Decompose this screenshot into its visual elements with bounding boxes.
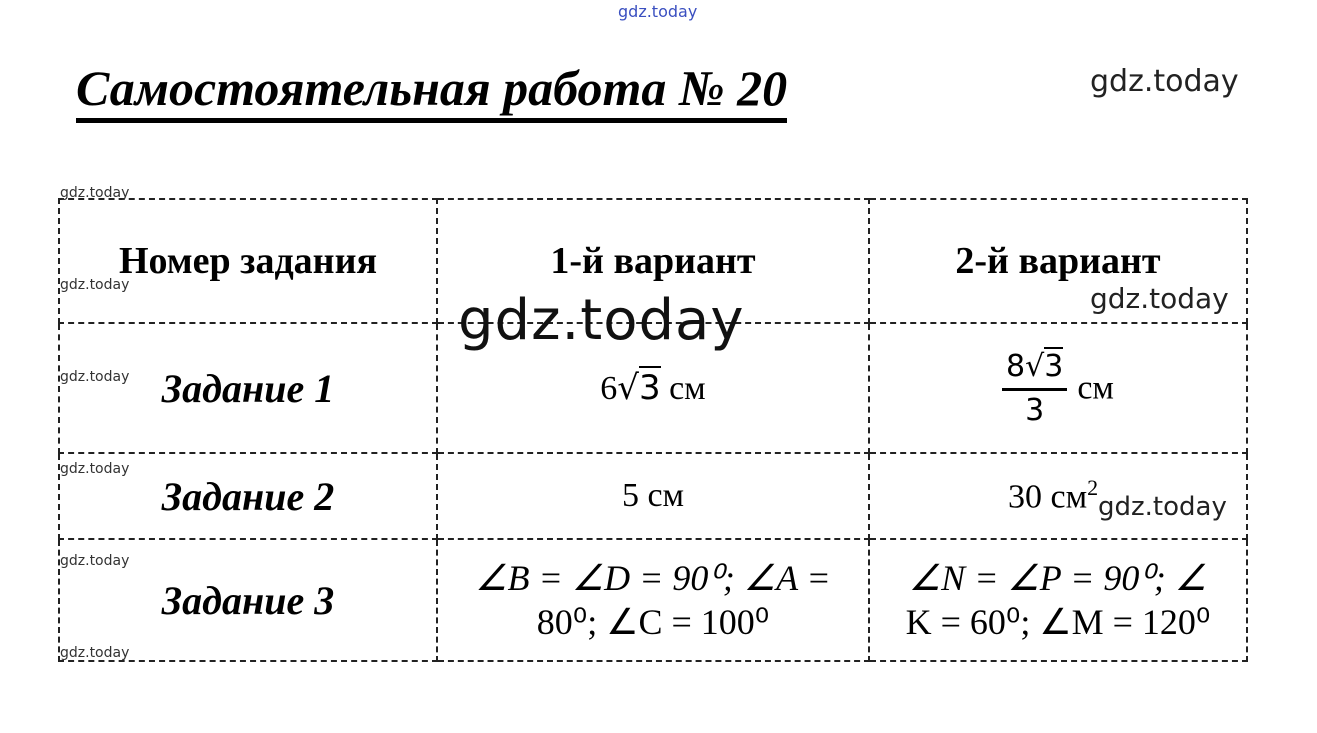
answer-line-2: 80⁰; ∠C = 100⁰ — [536, 602, 770, 642]
numerator-radicand: 3 — [1044, 348, 1064, 384]
fraction-numerator: 8√3 — [1002, 349, 1067, 391]
watermark-task2-right: gdz.today — [1098, 492, 1227, 522]
numerator-coef: 8 — [1006, 348, 1026, 384]
watermark-small: gdz.today — [60, 461, 130, 477]
header-variant-1: 1-й вариант — [437, 199, 869, 323]
header-task-number: Номер задания — [59, 199, 437, 323]
answer-unit: см — [1077, 369, 1114, 406]
answer-line-2: K = 60⁰; ∠M = 120⁰ — [905, 602, 1211, 642]
fraction-denominator: 3 — [1025, 392, 1045, 428]
answer-variant-1: 5 см — [437, 453, 869, 539]
table-row — [59, 539, 1247, 661]
answer-line-1: ∠N = ∠P = 90⁰; ∠ — [908, 558, 1208, 598]
header-variant-2: 2-й вариант — [869, 199, 1247, 323]
watermark-top: gdz.today — [618, 2, 698, 21]
table-row — [59, 453, 1247, 539]
answer-variant-2 — [869, 539, 1247, 661]
answer-radicand: 3 — [638, 368, 661, 408]
watermark-small: gdz.today — [60, 277, 130, 293]
answer-coef: 6 — [600, 370, 618, 407]
answer-exponent: 2 — [1087, 475, 1099, 501]
watermark-small: gdz.today — [60, 185, 130, 201]
answers-table — [58, 198, 1248, 662]
answer-unit: см — [669, 370, 706, 407]
watermark-small: gdz.today — [60, 553, 130, 569]
watermark-header-right: gdz.today — [1090, 282, 1229, 315]
watermark-center: gdz.today — [458, 288, 745, 353]
answer-variant-1 — [437, 539, 869, 661]
task-label: Задание 2 — [59, 453, 437, 539]
watermark-small: gdz.today — [60, 645, 130, 661]
answer-variant-2 — [869, 323, 1247, 453]
page-title: Самостоятельная работа № 20 — [76, 58, 787, 123]
task-label: Задание 1 — [59, 323, 437, 453]
answer-line-1: ∠B = ∠D = 90⁰; ∠A = — [475, 558, 831, 598]
sqrt-sign: √ — [617, 368, 639, 408]
fraction — [1002, 349, 1067, 428]
watermark-small: gdz.today — [60, 369, 130, 385]
task-label: Задание 3 — [59, 539, 437, 661]
watermark-right: gdz.today — [1090, 64, 1239, 99]
answer-value: 30 см — [1008, 478, 1088, 516]
